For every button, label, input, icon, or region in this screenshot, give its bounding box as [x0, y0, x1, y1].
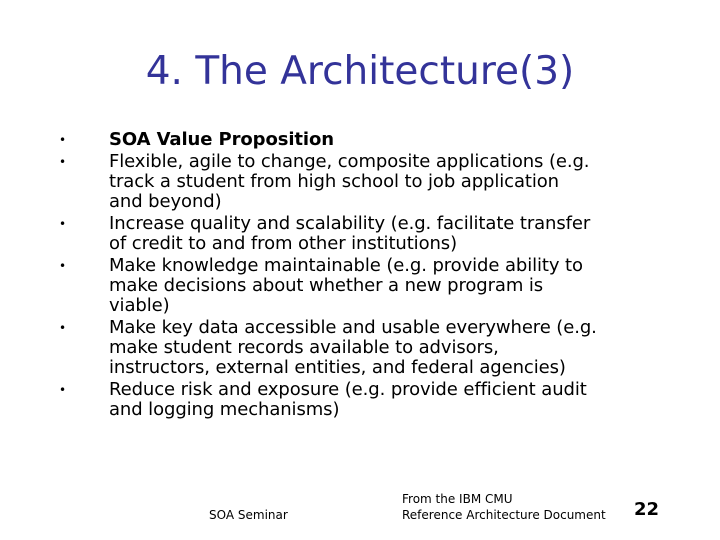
- bullet-icon: •: [59, 259, 67, 273]
- bullet-item-quality: [0, 212, 720, 254]
- bullet-item-flexible: [0, 150, 720, 212]
- footer-seminar-label: SOA Seminar: [209, 508, 288, 522]
- bullet-list: [0, 128, 720, 420]
- bullet-text: Increase quality and scalability (e.g. facilitate transfer of credit to and from other institutions): [109, 213, 591, 254]
- bullet-icon: •: [59, 217, 67, 231]
- bullet-icon: •: [59, 133, 67, 147]
- bullet-icon: •: [59, 155, 67, 169]
- page-number: 22: [634, 499, 660, 520]
- bullet-text: Make key data accessible and usable everywhere (e.g. make student records available to advisors, instructors, external entities, and federal agencies): [109, 317, 597, 378]
- bullet-text: Make knowledge maintainable (e.g. provide ability to make decisions about whether a new program is viable): [109, 255, 583, 316]
- bullet-item-value-proposition: [0, 128, 720, 150]
- bullet-icon: •: [59, 383, 67, 397]
- footer-source-note: From the IBM CMU Reference Architecture Document: [402, 492, 606, 522]
- bullet-item-data-access: [0, 316, 720, 378]
- bullet-item-knowledge: [0, 254, 720, 316]
- bullet-text: Flexible, agile to change, composite applications (e.g. track a student from high school to job application and beyond): [109, 151, 590, 212]
- bullet-text: SOA Value Proposition: [109, 129, 334, 150]
- bullet-item-risk: [0, 378, 720, 420]
- bullet-icon: •: [59, 321, 67, 335]
- bullet-text: Reduce risk and exposure (e.g. provide efficient audit and logging mechanisms): [109, 379, 587, 420]
- slide-title: 4. The Architecture(3): [145, 49, 575, 94]
